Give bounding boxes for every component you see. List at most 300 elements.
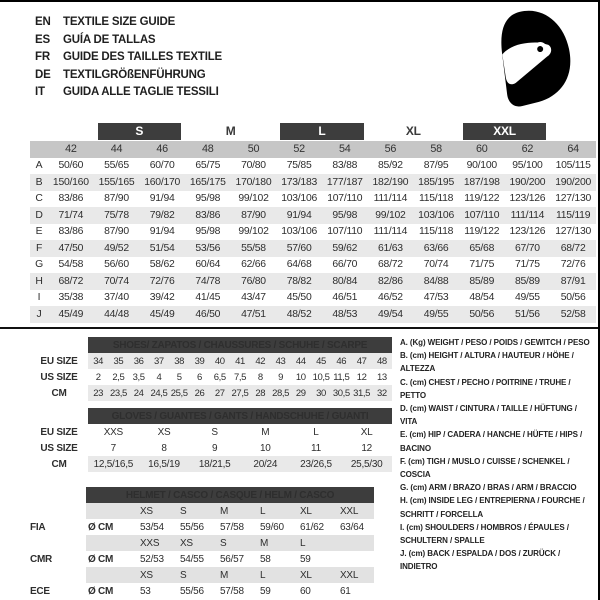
value-cell: 3,5 bbox=[132, 371, 145, 383]
measure-cell: 91/94 bbox=[149, 193, 175, 205]
helmet-value-cell: 55/56 bbox=[180, 521, 204, 533]
value-cell: 32 bbox=[372, 385, 392, 401]
measure-cell: 111/114 bbox=[373, 193, 408, 205]
measure-cell: 44/48 bbox=[94, 306, 140, 323]
value-cell: 5 bbox=[176, 371, 182, 383]
value-cell: 20/24 bbox=[240, 456, 291, 472]
value-cell: 23,5 bbox=[108, 385, 128, 401]
measure-row-h bbox=[30, 273, 596, 290]
row-label: EU SIZE bbox=[40, 355, 78, 367]
helmet-sizes-row bbox=[30, 535, 374, 551]
measure-cell: 103/106 bbox=[413, 207, 459, 224]
measure-cell: 160/170 bbox=[139, 174, 185, 191]
row-label: US SIZE bbox=[40, 371, 78, 383]
size-header-cell: 50 bbox=[231, 141, 277, 158]
size-header-cell: 42 bbox=[48, 141, 94, 158]
measure-cell: 68/72 bbox=[550, 240, 596, 257]
size-group-label: XXL bbox=[463, 123, 546, 140]
value-cell: 13 bbox=[376, 371, 387, 383]
helmet-size-cell: XXL bbox=[334, 567, 374, 583]
value-cell: 42 bbox=[250, 353, 270, 369]
measure-cell: 60/70 bbox=[149, 160, 175, 172]
measure-row-e bbox=[30, 224, 596, 241]
value-cell: 30 bbox=[311, 385, 331, 401]
value-cell: 4 bbox=[156, 371, 162, 383]
legend-item: A. (Kg) WEIGHT / PESO / POIDS / GEWITCH / PESO bbox=[400, 338, 590, 347]
measure-cell: 155/165 bbox=[94, 174, 140, 191]
language-row bbox=[35, 84, 222, 102]
row-key: B bbox=[30, 174, 48, 191]
size-header-cell: 58 bbox=[413, 141, 459, 158]
language-title: GUÍA DE TALLAS bbox=[63, 33, 156, 46]
measure-cell: 115/119 bbox=[550, 207, 596, 224]
measure-row-i bbox=[30, 290, 596, 307]
helmet-size-cell: L bbox=[254, 567, 294, 583]
helmet-value-cell: 56/57 bbox=[220, 553, 244, 565]
helmet-title-row bbox=[30, 487, 374, 503]
legend-item: F. (cm) TIGH / MUSLO / CUISSE / SCHENKEL / COSCIA bbox=[400, 456, 570, 480]
measure-row-d bbox=[30, 207, 596, 224]
size-number-row bbox=[30, 141, 596, 158]
measure-cell: 46/52 bbox=[378, 292, 403, 304]
measure-cell: 165/175 bbox=[185, 174, 231, 191]
measure-row-f bbox=[30, 240, 596, 257]
helmet-sizes-row bbox=[30, 503, 374, 519]
textile-size-table-body bbox=[30, 158, 596, 323]
value-cell: 39 bbox=[189, 353, 209, 369]
measure-cell: 45/49 bbox=[139, 306, 185, 323]
spacer-cell bbox=[30, 503, 86, 519]
sub-row bbox=[30, 440, 392, 456]
language-row bbox=[35, 67, 222, 85]
measure-cell: 78/82 bbox=[276, 273, 322, 290]
sub-row bbox=[30, 385, 392, 401]
value-cell: 9 bbox=[278, 371, 283, 383]
language-title: TEXTILGRÖßENFÜHRUNG bbox=[63, 68, 206, 81]
measure-cell: 87/95 bbox=[423, 160, 449, 172]
measure-cell: 170/180 bbox=[231, 174, 277, 191]
value-cell: 25,5/30 bbox=[341, 456, 392, 472]
language-code: FR bbox=[35, 51, 50, 63]
language-code: ES bbox=[35, 33, 50, 46]
measure-cell: 185/195 bbox=[413, 174, 459, 191]
measure-cell: 111/114 bbox=[505, 207, 551, 224]
measure-cell: 52/58 bbox=[550, 306, 596, 323]
measure-cell: 51/56 bbox=[505, 306, 551, 323]
group-spacer bbox=[30, 121, 94, 141]
measure-cell: 64/68 bbox=[286, 259, 312, 271]
value-cell: 11 bbox=[311, 442, 321, 454]
helmet-size-cell: L bbox=[254, 503, 294, 519]
legend-item: J. (cm) BACK / ESPALDA / DOS / ZURÜCK / INDIETRO bbox=[400, 549, 561, 572]
helmet-value-cell: 53/54 bbox=[140, 521, 164, 533]
value-cell: 28,5 bbox=[270, 385, 290, 401]
language-code: DE bbox=[35, 68, 51, 81]
measure-cell: 173/183 bbox=[276, 174, 322, 191]
measure-cell: 50/60 bbox=[58, 160, 84, 172]
row-label: CM bbox=[51, 458, 67, 470]
sub-table-title: SHOES/ ZAPATOS / CHAUSSURES / SCHUHE / SCARPE bbox=[88, 337, 392, 353]
measure-cell: 61/63 bbox=[368, 240, 414, 257]
measure-cell: 79/82 bbox=[139, 207, 185, 224]
value-cell: 11,5 bbox=[333, 371, 350, 383]
value-cell: 18/21,5 bbox=[189, 456, 240, 472]
helmet-value-cell: 57/58 bbox=[220, 521, 244, 533]
measure-cell: 47/51 bbox=[231, 306, 277, 323]
size-group-label: XL bbox=[405, 124, 421, 138]
measure-cell: 87/90 bbox=[231, 207, 277, 224]
helmet-value-cell: 61/62 bbox=[300, 521, 324, 533]
measure-cell: 57/60 bbox=[276, 240, 322, 257]
measure-cell: 84/88 bbox=[413, 273, 459, 290]
measure-cell: 58/62 bbox=[149, 259, 175, 271]
measure-cell: 85/92 bbox=[378, 160, 403, 172]
value-cell: 23/26,5 bbox=[291, 456, 342, 472]
measure-cell: 45/49 bbox=[48, 306, 94, 323]
helmet-size-cell: XXL bbox=[334, 503, 374, 519]
measure-cell: 41/45 bbox=[195, 292, 221, 304]
measure-cell: 50/56 bbox=[459, 306, 505, 323]
value-cell: S bbox=[211, 426, 218, 438]
value-cell: 28 bbox=[250, 385, 270, 401]
measure-cell: 150/160 bbox=[48, 174, 94, 191]
value-cell: 40 bbox=[210, 353, 230, 369]
value-cell: 46 bbox=[331, 353, 351, 369]
measure-cell: 115/118 bbox=[418, 193, 454, 205]
sub-row bbox=[30, 424, 392, 440]
sub-table-title: GLOVES / GUANTES / GANTS / HANDSCHUHE / GUANTI bbox=[88, 408, 392, 424]
textile-size-table-head bbox=[30, 121, 596, 158]
measure-cell: 65/68 bbox=[459, 240, 505, 257]
language-row bbox=[35, 14, 222, 32]
title-spacer bbox=[30, 487, 86, 503]
value-cell: 12 bbox=[361, 442, 372, 454]
helmet-value-cell: 52/53 bbox=[140, 553, 164, 565]
value-cell: 36 bbox=[129, 353, 149, 369]
row-key: C bbox=[35, 193, 43, 205]
measure-cell: 55/58 bbox=[231, 240, 277, 257]
language-row bbox=[35, 32, 222, 50]
value-cell: 48 bbox=[372, 353, 392, 369]
gloves-table bbox=[30, 408, 392, 472]
value-cell: 2 bbox=[95, 371, 101, 383]
measure-cell: 71/75 bbox=[469, 259, 495, 271]
measure-cell: 85/89 bbox=[459, 273, 505, 290]
helmet-value-cell: 60 bbox=[300, 585, 311, 597]
unit-cell: Ø CM bbox=[88, 553, 114, 565]
value-cell: 47 bbox=[351, 353, 371, 369]
measure-cell: 75/85 bbox=[286, 160, 312, 172]
value-cell: 43 bbox=[270, 353, 290, 369]
measure-cell: 55/65 bbox=[104, 160, 129, 172]
value-cell: 7 bbox=[110, 442, 116, 454]
measure-cell: 80/84 bbox=[322, 273, 368, 290]
standard-label: FIA bbox=[30, 521, 46, 533]
measure-cell: 90/100 bbox=[466, 160, 497, 172]
helmet-value-cell: 55/56 bbox=[180, 585, 204, 597]
measure-cell: 82/86 bbox=[368, 273, 414, 290]
value-cell: 24,5 bbox=[149, 385, 169, 401]
measure-cell: 49/52 bbox=[94, 240, 140, 257]
value-cell: 26 bbox=[189, 385, 209, 401]
measure-cell: 70/74 bbox=[423, 259, 449, 271]
standard-label: ECE bbox=[30, 585, 50, 597]
language-title: GUIDA ALLE TAGLIE TESSILI bbox=[63, 86, 219, 98]
value-cell: 27,5 bbox=[230, 385, 250, 401]
sub-title-row bbox=[30, 408, 392, 424]
measure-cell: 56/60 bbox=[104, 259, 129, 271]
title-spacer bbox=[30, 408, 88, 424]
helmet-size-table bbox=[30, 487, 374, 599]
standard-label: CMR bbox=[30, 553, 53, 565]
value-cell: L bbox=[313, 426, 319, 438]
helmet-values-row bbox=[30, 551, 374, 567]
helmet-size-cell: M bbox=[214, 567, 254, 583]
measure-cell: 119/122 bbox=[464, 226, 500, 238]
helmet-sizes-row bbox=[30, 567, 374, 583]
measure-cell: 50/56 bbox=[560, 292, 586, 304]
legend-item: G. (cm) ARM / BRAZO / BRAS / ARM / BRACCIO bbox=[400, 483, 577, 493]
corner-cell bbox=[30, 141, 48, 158]
measure-cell: 63/66 bbox=[413, 240, 459, 257]
measure-cell: 83/86 bbox=[58, 226, 84, 238]
size-group-xxl bbox=[459, 121, 550, 141]
legend-item: H. (cm) INSIDE LEG / ENTREPIERNA / FOURCHE / SCHRITT / FORCELLA bbox=[400, 496, 585, 519]
helmet-size-cell: XL bbox=[294, 567, 334, 583]
measure-cell: 107/110 bbox=[459, 207, 505, 224]
measure-row-j bbox=[30, 306, 596, 323]
measure-cell: 70/74 bbox=[94, 273, 140, 290]
helmet-size-cell bbox=[334, 535, 374, 551]
measure-cell: 127/130 bbox=[555, 226, 592, 238]
title-spacer bbox=[30, 337, 88, 353]
row-key: E bbox=[35, 226, 43, 238]
helmet-value-cell: 54/55 bbox=[180, 553, 204, 565]
group-spacer bbox=[550, 121, 596, 141]
size-group-m bbox=[185, 121, 276, 141]
measure-cell: 107/110 bbox=[327, 226, 363, 238]
size-header-cell: 56 bbox=[368, 141, 414, 158]
measure-cell: 91/94 bbox=[276, 207, 322, 224]
size-group-label: M bbox=[225, 124, 236, 138]
measure-row-g bbox=[30, 257, 596, 274]
measure-cell: 74/78 bbox=[185, 273, 231, 290]
legend-item: E. (cm) HIP / CADERA / HANCHE / HÜFTE / HIPS / BACINO bbox=[400, 430, 583, 453]
helmet-value-cell: 53 bbox=[140, 585, 151, 597]
measure-cell: 177/187 bbox=[322, 174, 368, 191]
helmet-size-cell: S bbox=[174, 567, 214, 583]
measure-row-a bbox=[30, 158, 596, 175]
helmet-size-cell: XS bbox=[174, 535, 214, 551]
size-header-cell: 60 bbox=[459, 141, 505, 158]
spacer-cell bbox=[86, 535, 134, 551]
measure-cell: 83/86 bbox=[58, 193, 84, 205]
measure-cell: 111/114 bbox=[373, 226, 408, 238]
measure-cell: 182/190 bbox=[368, 174, 414, 191]
value-cell: 10,5 bbox=[312, 371, 330, 383]
measure-cell: 59/62 bbox=[322, 240, 368, 257]
measure-cell: 48/52 bbox=[276, 306, 322, 323]
row-key: I bbox=[37, 292, 41, 304]
value-cell: 27 bbox=[210, 385, 230, 401]
measure-cell: 66/70 bbox=[332, 259, 358, 271]
legend-item: I. (cm) SHOULDERS / HOMBROS / ÉPAULES / SCHULTERN / SPALLE bbox=[400, 522, 569, 546]
size-header-cell: 54 bbox=[322, 141, 368, 158]
value-cell: 2,5 bbox=[112, 371, 125, 383]
measure-cell: 53/56 bbox=[185, 240, 231, 257]
language-code: IT bbox=[35, 86, 45, 98]
measure-cell: 87/90 bbox=[104, 226, 129, 238]
size-header-cell: 52 bbox=[276, 141, 322, 158]
sub-row bbox=[30, 456, 392, 472]
lower-tables bbox=[30, 334, 394, 599]
language-code: EN bbox=[35, 16, 51, 28]
value-cell: 45 bbox=[311, 353, 331, 369]
row-label: CM bbox=[51, 387, 67, 399]
measure-cell: 87/90 bbox=[104, 193, 129, 205]
value-cell: 8 bbox=[161, 442, 167, 454]
measure-cell: 72/76 bbox=[139, 273, 185, 290]
value-cell: 25,5 bbox=[169, 385, 189, 401]
measure-cell: 119/122 bbox=[464, 193, 500, 205]
size-group-l bbox=[276, 121, 367, 141]
measure-cell: 103/106 bbox=[281, 193, 318, 205]
row-key: H bbox=[30, 273, 48, 290]
measure-cell: 99/102 bbox=[238, 226, 269, 238]
shoes-table bbox=[30, 337, 392, 401]
measure-cell: 123/126 bbox=[509, 193, 546, 205]
measure-cell: 83/88 bbox=[332, 160, 358, 172]
value-cell: XXS bbox=[103, 426, 123, 438]
helmet-value-cell: 58 bbox=[260, 553, 271, 565]
size-header-cell: 64 bbox=[550, 141, 596, 158]
measure-cell: 39/42 bbox=[149, 292, 175, 304]
measure-cell: 60/64 bbox=[195, 259, 221, 271]
measure-cell: 85/89 bbox=[505, 273, 551, 290]
measure-cell: 45/50 bbox=[286, 292, 312, 304]
measure-cell: 99/102 bbox=[368, 207, 414, 224]
helmet-size-cell: M bbox=[214, 503, 254, 519]
value-cell: 44 bbox=[291, 353, 311, 369]
helmet-value-cell: 59 bbox=[300, 553, 311, 565]
language-title: GUIDE DES TAILLES TEXTILE bbox=[63, 51, 222, 63]
measure-cell: 87/91 bbox=[550, 273, 596, 290]
measure-cell: 123/126 bbox=[509, 226, 546, 238]
measure-cell: 46/50 bbox=[185, 306, 231, 323]
measure-cell: 35/38 bbox=[58, 292, 84, 304]
measure-cell: 68/72 bbox=[378, 259, 403, 271]
value-cell: 7,5 bbox=[233, 371, 246, 383]
measure-cell: 127/130 bbox=[555, 193, 592, 205]
measure-row-b bbox=[30, 174, 596, 191]
helmet-value-cell: 63/64 bbox=[340, 521, 364, 533]
helmet-size-cell: L bbox=[294, 535, 334, 551]
legend-item: B. (cm) HEIGHT / ALTURA / HAUTEUR / HÖHE / ALTEZZA bbox=[400, 351, 574, 374]
measure-cell: 49/55 bbox=[515, 292, 540, 304]
value-cell: 35 bbox=[108, 353, 128, 369]
measure-cell: 37/40 bbox=[104, 292, 129, 304]
spacer-cell bbox=[86, 503, 134, 519]
legend-item: D. (cm) WAIST / CINTURA / TAILLE / HÜFTUNG / VITA bbox=[400, 404, 577, 427]
row-label: EU SIZE bbox=[40, 426, 78, 438]
measure-cell: 71/75 bbox=[515, 259, 540, 271]
row-key: D bbox=[30, 207, 48, 224]
helmet-size-cell: XL bbox=[294, 503, 334, 519]
size-group-s bbox=[94, 121, 185, 141]
value-cell: 8 bbox=[257, 371, 263, 383]
measure-cell: 68/72 bbox=[48, 273, 94, 290]
helmet-size-cell: S bbox=[214, 535, 254, 551]
measure-cell: 51/54 bbox=[139, 240, 185, 257]
unit-cell: Ø CM bbox=[88, 521, 114, 533]
measure-cell: 91/94 bbox=[149, 226, 175, 238]
spacer-cell bbox=[30, 567, 86, 583]
helmet-values-row bbox=[30, 519, 374, 535]
size-header-cell: 44 bbox=[94, 141, 140, 158]
helmet-size-cell: XS bbox=[134, 503, 174, 519]
measure-cell: 65/75 bbox=[195, 160, 221, 172]
measure-cell: 115/118 bbox=[418, 226, 454, 238]
measure-cell: 72/76 bbox=[560, 259, 586, 271]
measure-cell: 95/98 bbox=[195, 226, 221, 238]
measure-cell: 47/50 bbox=[48, 240, 94, 257]
measure-row-c bbox=[30, 191, 596, 208]
measure-cell: 190/200 bbox=[550, 174, 596, 191]
unit-cell: Ø CM bbox=[88, 585, 114, 597]
size-header-cell: 46 bbox=[139, 141, 185, 158]
measure-cell: 187/198 bbox=[459, 174, 505, 191]
measurement-legend bbox=[400, 336, 592, 574]
legend-item: C. (cm) CHEST / PECHO / POITRINE / TRUHE / PETTO bbox=[400, 377, 571, 400]
value-cell: 10 bbox=[295, 371, 306, 383]
measure-cell: 47/53 bbox=[423, 292, 449, 304]
measure-cell: 95/98 bbox=[195, 193, 221, 205]
size-group-row bbox=[30, 121, 596, 141]
value-cell: 29 bbox=[291, 385, 311, 401]
helmet-size-cell: XS bbox=[134, 567, 174, 583]
row-key: A bbox=[35, 160, 43, 172]
helmet-icon bbox=[474, 6, 584, 112]
size-header-cell: 48 bbox=[185, 141, 231, 158]
helmet-values-row bbox=[30, 583, 374, 599]
row-label: US SIZE bbox=[40, 442, 78, 454]
measure-cell: 49/54 bbox=[368, 306, 414, 323]
measure-cell: 99/102 bbox=[238, 193, 269, 205]
measure-cell: 95/98 bbox=[322, 207, 368, 224]
value-cell: 10 bbox=[259, 442, 271, 454]
value-cell: XL bbox=[360, 426, 373, 438]
measure-cell: 43/47 bbox=[241, 292, 266, 304]
helmet-size-cell: M bbox=[254, 535, 294, 551]
language-title-block bbox=[35, 14, 222, 102]
section-divider bbox=[0, 327, 600, 329]
language-row bbox=[35, 49, 222, 67]
measure-cell: 49/55 bbox=[413, 306, 459, 323]
value-cell: 23 bbox=[88, 385, 108, 401]
value-cell: 38 bbox=[169, 353, 189, 369]
measure-cell: 62/66 bbox=[241, 259, 266, 271]
measure-cell: 71/74 bbox=[48, 207, 94, 224]
value-cell: 30,5 bbox=[331, 385, 351, 401]
size-group-label: L bbox=[280, 123, 363, 140]
value-cell: XS bbox=[157, 426, 171, 438]
value-cell: 9 bbox=[211, 442, 218, 454]
row-key: J bbox=[30, 306, 48, 323]
measure-cell: 48/53 bbox=[322, 306, 368, 323]
helmet-table-title: HELMET / CASCO / CASQUE / HELM / CASCO bbox=[86, 487, 374, 503]
measure-cell: 105/115 bbox=[555, 160, 591, 172]
helmet-value-cell: 59 bbox=[260, 585, 271, 597]
